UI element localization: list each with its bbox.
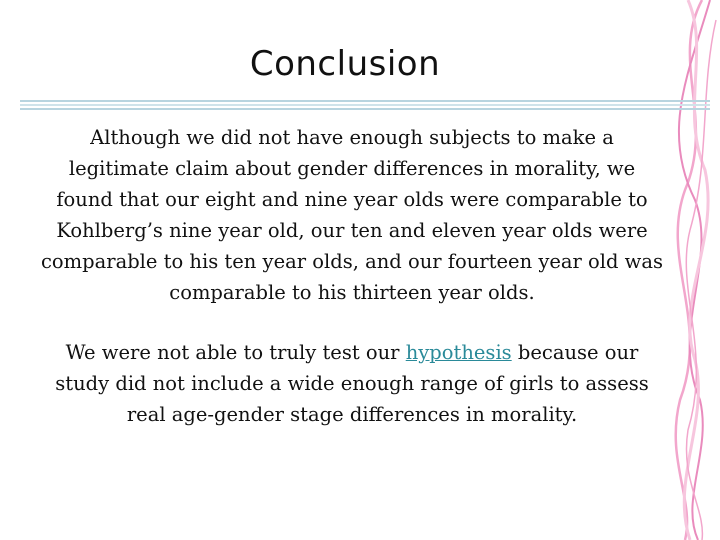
paragraph-text-after: because our study did not include a wide enough range of girls to assess real age-gender stage differences in morality. xyxy=(55,341,649,426)
page-title: Conclusion xyxy=(249,44,441,84)
hypothesis-link[interactable]: hypothesis xyxy=(405,341,512,364)
ribbon-4 xyxy=(686,20,716,540)
paragraph-text-before: We were not able to truly test our xyxy=(65,341,406,364)
hypothesis-paragraph xyxy=(40,337,664,430)
title-divider xyxy=(20,100,710,110)
conclusion-paragraph: Although we did not have enough subjects to make a legitimate claim about gender differences in morality, we found that our eight and nine year olds were comparable to Kohlberg’s nine year old, our ten and eleven year olds were comparable to his ten year olds, and our fourteen year old was comparable to his thirteen year olds. xyxy=(40,126,664,304)
